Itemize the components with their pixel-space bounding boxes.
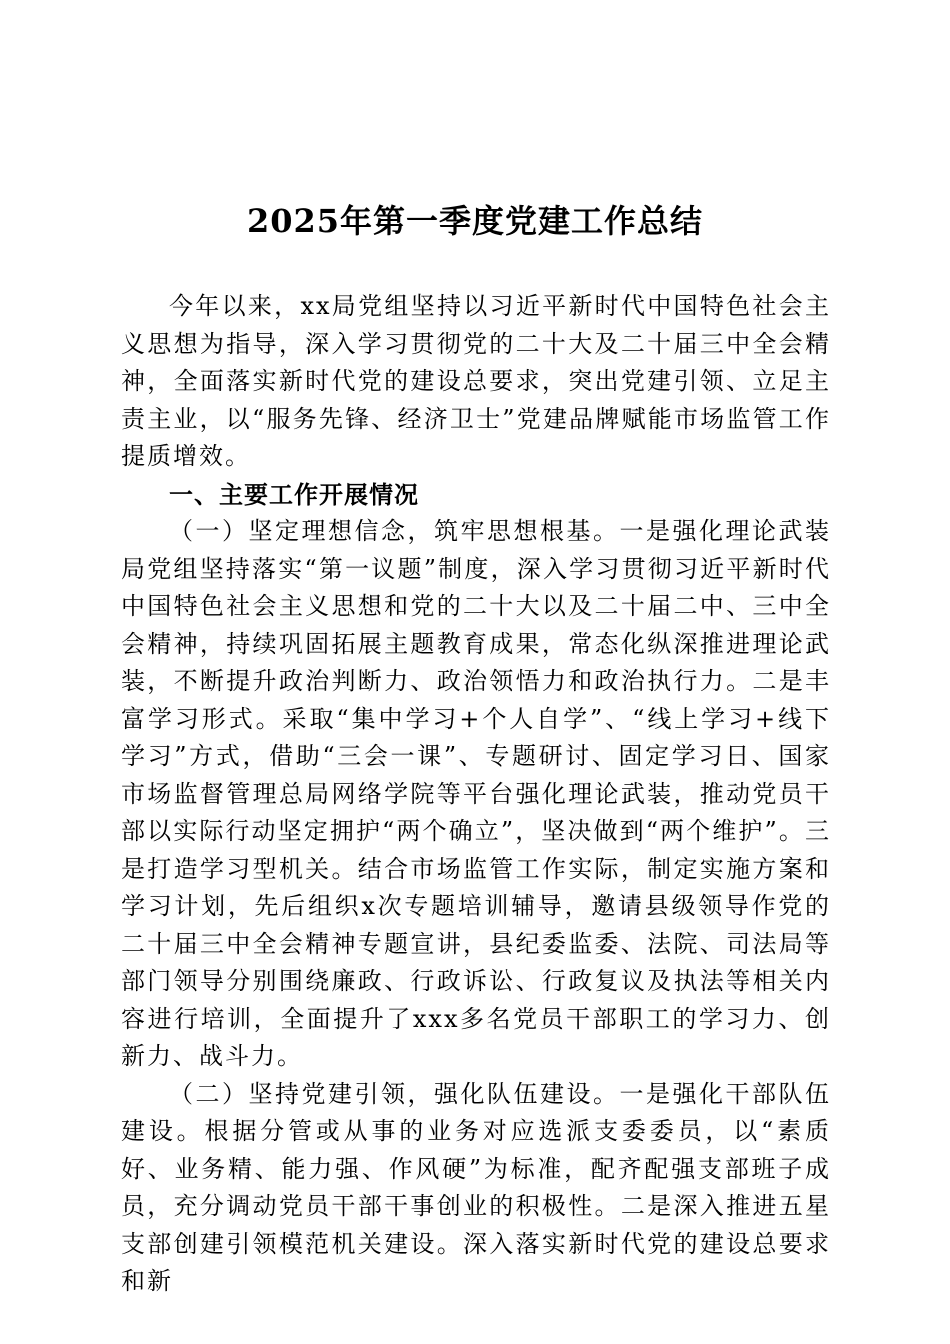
body-paragraph-2: （二）坚持党建引领，强化队伍建设。一是强化干部队伍建设。根据分管或从事的业务对应选派支委委员，以“素质好、业务精、能力强、作风硬”为标准，配齐配强支部班子成员，充分调动党员干部干事创业的积极性。二是深入推进五星支部创建引领模范机关建设。深入落实新时代党的建设总要求和新 — [121, 1079, 831, 1295]
body-paragraph-1: （一）坚定理想信念，筑牢思想根基。一是强化理论武装局党组坚持落实“第一议题”制度，深入学习贯彻习近平新时代中国特色社会主义思想和党的二十大以及二十届二中、三中全会精神，持续巩固拓展主题教育成果，常态化纵深推进理论武装，不断提升政治判断力、政治领悟力和政治执行力。二是丰富学习形式。采取“集中学习+个人自学”、“线上学习+线下学习”方式，借助“三会一课”、专题研讨、固定学习日、国家市场监督管理总局网络学院等平台强化理论武装，推动党员干部以实际行动坚定拥护“两个确立”，坚决做到“两个维护”。三是打造学习型机关。结合市场监管工作实际，制定实施方案和学习计划，先后组织x次专题培训辅导，邀请县级领导作党的二十届三中全会精神专题宣讲，县纪委监委、法院、司法局等部门领导分别围绕廉政、行政诉讼、行政复议及执法等相关内容进行培训，全面提升了xxx多名党员干部职工的学习力、创新力、战斗力。 — [121, 517, 831, 1070]
intro-paragraph: 今年以来，xx局党组坚持以习近平新时代中国特色社会主义思想为指导，深入学习贯彻党的二十大及二十届三中全会精神，全面落实新时代党的建设总要求，突出党建引领、立足主责主业，以“服务先锋、经济卫士”党建品牌赋能市场监管工作提质增效。 — [121, 292, 831, 470]
section-heading: 一、主要工作开展情况 — [169, 479, 419, 509]
document-title: 2025年第一季度党建工作总结 — [246, 202, 704, 240]
document-body — [121, 288, 831, 1301]
